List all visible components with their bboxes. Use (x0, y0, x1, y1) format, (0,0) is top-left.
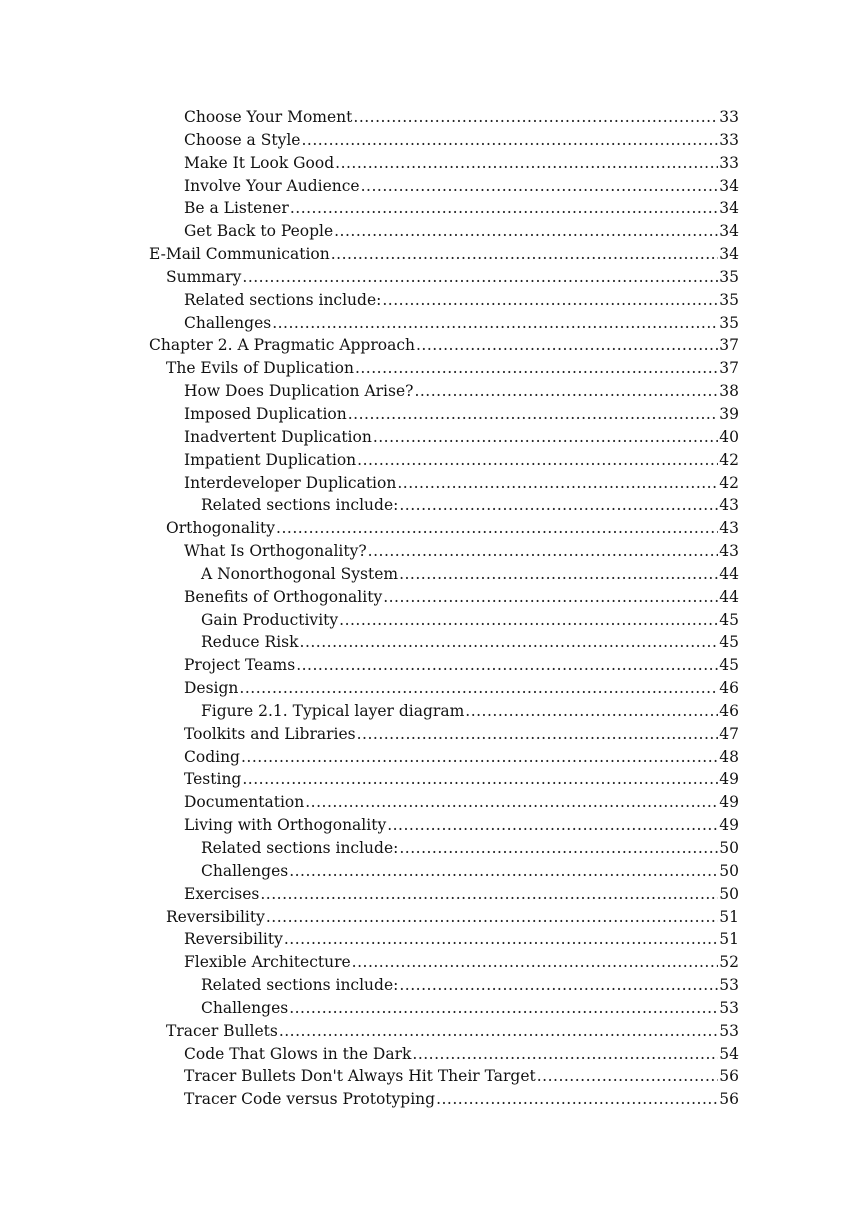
dot-leader (416, 334, 718, 357)
toc-entry-title: The Evils of Duplication (166, 359, 354, 378)
toc-entry-title: Tracer Code versus Prototyping (184, 1090, 436, 1109)
toc-entry-page-number: 42 (719, 473, 739, 492)
toc-entry-title: Related sections include: (184, 290, 382, 309)
toc-entry[interactable] (149, 814, 739, 837)
dot-leader (387, 814, 718, 837)
toc-entry[interactable] (149, 631, 739, 654)
dot-leader (301, 129, 718, 152)
toc-entry[interactable] (149, 472, 739, 495)
dot-leader (399, 563, 718, 586)
dot-leader (242, 768, 718, 791)
toc-entry[interactable] (149, 449, 739, 472)
toc-entry-page-number: 47 (719, 724, 739, 743)
dot-leader (289, 997, 718, 1020)
dot-leader (300, 631, 718, 654)
toc-entry-title: Benefits of Orthogonality (184, 587, 383, 606)
toc-entry-title: Chapter 2. A Pragmatic Approach (149, 336, 415, 355)
toc-entry-title: Living with Orthogonality (184, 816, 387, 835)
toc-entry-title: Project Teams (184, 656, 296, 675)
toc-entry-page-number: 53 (719, 1021, 739, 1040)
dot-leader (289, 860, 718, 883)
dot-leader (399, 974, 718, 997)
dot-leader (239, 677, 718, 700)
dot-leader (383, 586, 718, 609)
dot-leader (373, 426, 718, 449)
toc-entry-page-number: 45 (719, 633, 739, 652)
toc-entry-title: Related sections include: (201, 976, 399, 995)
toc-entry-title: Flexible Architecture (184, 953, 351, 972)
dot-leader (335, 152, 718, 175)
toc-entry[interactable] (149, 837, 739, 860)
toc-entry[interactable] (149, 266, 739, 289)
toc-entry-title: Get Back to People (184, 222, 334, 241)
dot-leader (348, 403, 718, 426)
toc-entry-page-number: 46 (719, 701, 739, 720)
toc-entry[interactable] (149, 928, 739, 951)
toc-entry-title: Challenges (184, 313, 272, 332)
toc-entry-page-number: 46 (719, 679, 739, 698)
toc-entry-title: Exercises (184, 884, 260, 903)
table-of-contents (149, 106, 739, 1111)
toc-entry-title: Design (184, 679, 239, 698)
toc-entry-page-number: 50 (719, 884, 739, 903)
toc-entry[interactable] (149, 1043, 739, 1066)
toc-entry[interactable] (149, 883, 739, 906)
toc-entry-title: Impatient Duplication (184, 450, 357, 469)
toc-entry-page-number: 37 (719, 359, 739, 378)
toc-entry-page-number: 49 (719, 770, 739, 789)
toc-entry-title: Reversibility (166, 907, 265, 926)
toc-entry[interactable] (149, 129, 739, 152)
toc-entry-page-number: 43 (719, 496, 739, 515)
toc-entry[interactable] (149, 357, 739, 380)
toc-entry-title: Choose a Style (184, 130, 301, 149)
dot-leader (241, 746, 718, 769)
toc-entry[interactable] (149, 106, 739, 129)
toc-entry-page-number: 50 (719, 839, 739, 857)
dot-leader (296, 654, 718, 677)
dot-leader (382, 289, 718, 312)
dot-leader (414, 380, 718, 403)
toc-entry-title: Coding (184, 747, 240, 766)
dot-leader (272, 312, 718, 335)
toc-entry[interactable] (149, 380, 739, 403)
toc-entry-page-number: 37 (719, 336, 739, 355)
toc-entry-page-number: 33 (719, 130, 739, 149)
toc-entry-page-number: 51 (719, 907, 739, 926)
toc-entry-title: Make It Look Good (184, 153, 335, 172)
toc-entry[interactable] (149, 563, 739, 586)
dot-leader (355, 357, 718, 380)
dot-leader (399, 837, 718, 860)
toc-entry-title: Gain Productivity (201, 610, 339, 629)
toc-entry-title: Summary (166, 267, 242, 286)
toc-entry-page-number: 34 (719, 199, 739, 218)
toc-entry-title: Interdeveloper Duplication (184, 473, 397, 492)
toc-entry-page-number: 53 (719, 976, 739, 995)
toc-entry-page-number: 50 (719, 861, 739, 880)
toc-entry-page-number: 33 (719, 108, 739, 126)
dot-leader (284, 928, 718, 951)
toc-entry[interactable] (149, 951, 739, 974)
toc-entry-title: Documentation (184, 793, 305, 812)
toc-entry-title: Choose Your Moment (184, 108, 353, 126)
dot-leader (537, 1065, 718, 1088)
toc-entry[interactable] (149, 974, 739, 997)
toc-entry-title: Challenges (201, 861, 289, 880)
toc-entry-title: Inadvertent Duplication (184, 427, 372, 446)
toc-entry-page-number: 34 (719, 176, 739, 195)
toc-entry-title: Figure 2.1. Typical layer diagram (201, 701, 465, 720)
toc-entry-title: Reduce Risk (201, 633, 299, 652)
toc-entry[interactable] (149, 334, 739, 357)
toc-entry[interactable] (149, 746, 739, 769)
toc-entry[interactable] (149, 289, 739, 312)
toc-entry-title: Related sections include: (201, 496, 399, 515)
toc-entry[interactable] (149, 906, 739, 929)
toc-entry-page-number: 52 (719, 953, 739, 972)
toc-entry[interactable] (149, 1088, 739, 1111)
toc-entry-title: Tracer Bullets Don't Always Hit Their Target (184, 1067, 536, 1086)
toc-entry-page-number: 38 (719, 382, 739, 401)
toc-entry[interactable] (149, 677, 739, 700)
toc-entry[interactable] (149, 312, 739, 335)
dot-leader (368, 540, 718, 563)
dot-leader (353, 106, 718, 129)
toc-entry-page-number: 35 (719, 313, 739, 332)
toc-entry[interactable] (149, 517, 739, 540)
toc-entry-title: Challenges (201, 998, 289, 1017)
dot-leader (465, 700, 718, 723)
toc-entry-page-number: 45 (719, 656, 739, 675)
toc-entry-page-number: 56 (719, 1090, 739, 1109)
dot-leader (412, 1043, 718, 1066)
dot-leader (305, 791, 718, 814)
dot-leader (357, 449, 718, 472)
dot-leader (276, 517, 718, 540)
toc-entry[interactable] (149, 220, 739, 243)
toc-entry[interactable] (149, 700, 739, 723)
toc-entry-page-number: 54 (719, 1044, 739, 1063)
dot-leader (436, 1088, 718, 1111)
dot-leader (331, 243, 718, 266)
toc-entry[interactable] (149, 494, 739, 517)
toc-entry-page-number: 51 (719, 930, 739, 949)
toc-entry-page-number: 35 (719, 267, 739, 286)
toc-entry-title: What Is Orthogonality? (184, 542, 367, 561)
toc-entry-title: Be a Listener (184, 199, 289, 218)
dot-leader (266, 906, 718, 929)
dot-leader (361, 175, 718, 198)
toc-entry-title: A Nonorthogonal System (201, 564, 399, 583)
toc-entry[interactable] (149, 997, 739, 1020)
toc-entry[interactable] (149, 175, 739, 198)
toc-entry[interactable] (149, 860, 739, 883)
toc-entry-title: Code That Glows in the Dark (184, 1044, 412, 1063)
toc-entry[interactable] (149, 152, 739, 175)
toc-entry-title: Testing (184, 770, 242, 789)
toc-entry-page-number: 43 (719, 519, 739, 538)
dot-leader (352, 951, 718, 974)
toc-entry[interactable] (149, 1065, 739, 1088)
toc-entry-page-number: 56 (719, 1067, 739, 1086)
toc-entry-page-number: 34 (719, 245, 739, 264)
toc-entry-page-number: 44 (719, 564, 739, 583)
toc-entry-title: Orthogonality (166, 519, 276, 538)
toc-entry-page-number: 33 (719, 153, 739, 172)
toc-entry[interactable] (149, 1020, 739, 1043)
toc-entry-page-number: 44 (719, 587, 739, 606)
toc-entry-page-number: 48 (719, 747, 739, 766)
toc-entry-page-number: 35 (719, 290, 739, 309)
dot-leader (397, 472, 718, 495)
toc-entry-page-number: 53 (719, 998, 739, 1017)
toc-entry[interactable] (149, 586, 739, 609)
toc-entry[interactable] (149, 403, 739, 426)
dot-leader (242, 266, 718, 289)
toc-entry-page-number: 40 (719, 427, 739, 446)
dot-leader (334, 220, 718, 243)
dot-leader (357, 723, 718, 746)
dot-leader (290, 197, 718, 220)
toc-entry[interactable] (149, 197, 739, 220)
toc-entry-title: Toolkits and Libraries (184, 724, 356, 743)
toc-entry-title: Imposed Duplication (184, 404, 347, 423)
toc-entry-page-number: 42 (719, 450, 739, 469)
toc-entry[interactable] (149, 723, 739, 746)
dot-leader (339, 609, 718, 632)
toc-entry-page-number: 49 (719, 793, 739, 812)
toc-entry-title: Reversibility (184, 930, 283, 949)
toc-entry[interactable] (149, 791, 739, 814)
dot-leader (399, 494, 718, 517)
toc-entry-title: Tracer Bullets (166, 1021, 278, 1040)
toc-entry-page-number: 49 (719, 816, 739, 835)
dot-leader (279, 1020, 718, 1043)
toc-entry-title: E-Mail Communication (149, 245, 330, 264)
toc-entry-page-number: 39 (719, 404, 739, 423)
toc-entry[interactable] (149, 426, 739, 449)
toc-entry-title: Involve Your Audience (184, 176, 360, 195)
toc-entry[interactable] (149, 768, 739, 791)
toc-entry-page-number: 34 (719, 222, 739, 241)
toc-entry[interactable] (149, 243, 739, 266)
toc-entry-page-number: 43 (719, 542, 739, 561)
toc-entry-title: How Does Duplication Arise? (184, 382, 414, 401)
toc-entry[interactable] (149, 540, 739, 563)
toc-entry-title: Related sections include: (201, 839, 399, 857)
toc-entry[interactable] (149, 609, 739, 632)
toc-entry[interactable] (149, 654, 739, 677)
toc-entry-page-number: 45 (719, 610, 739, 629)
dot-leader (260, 883, 718, 906)
